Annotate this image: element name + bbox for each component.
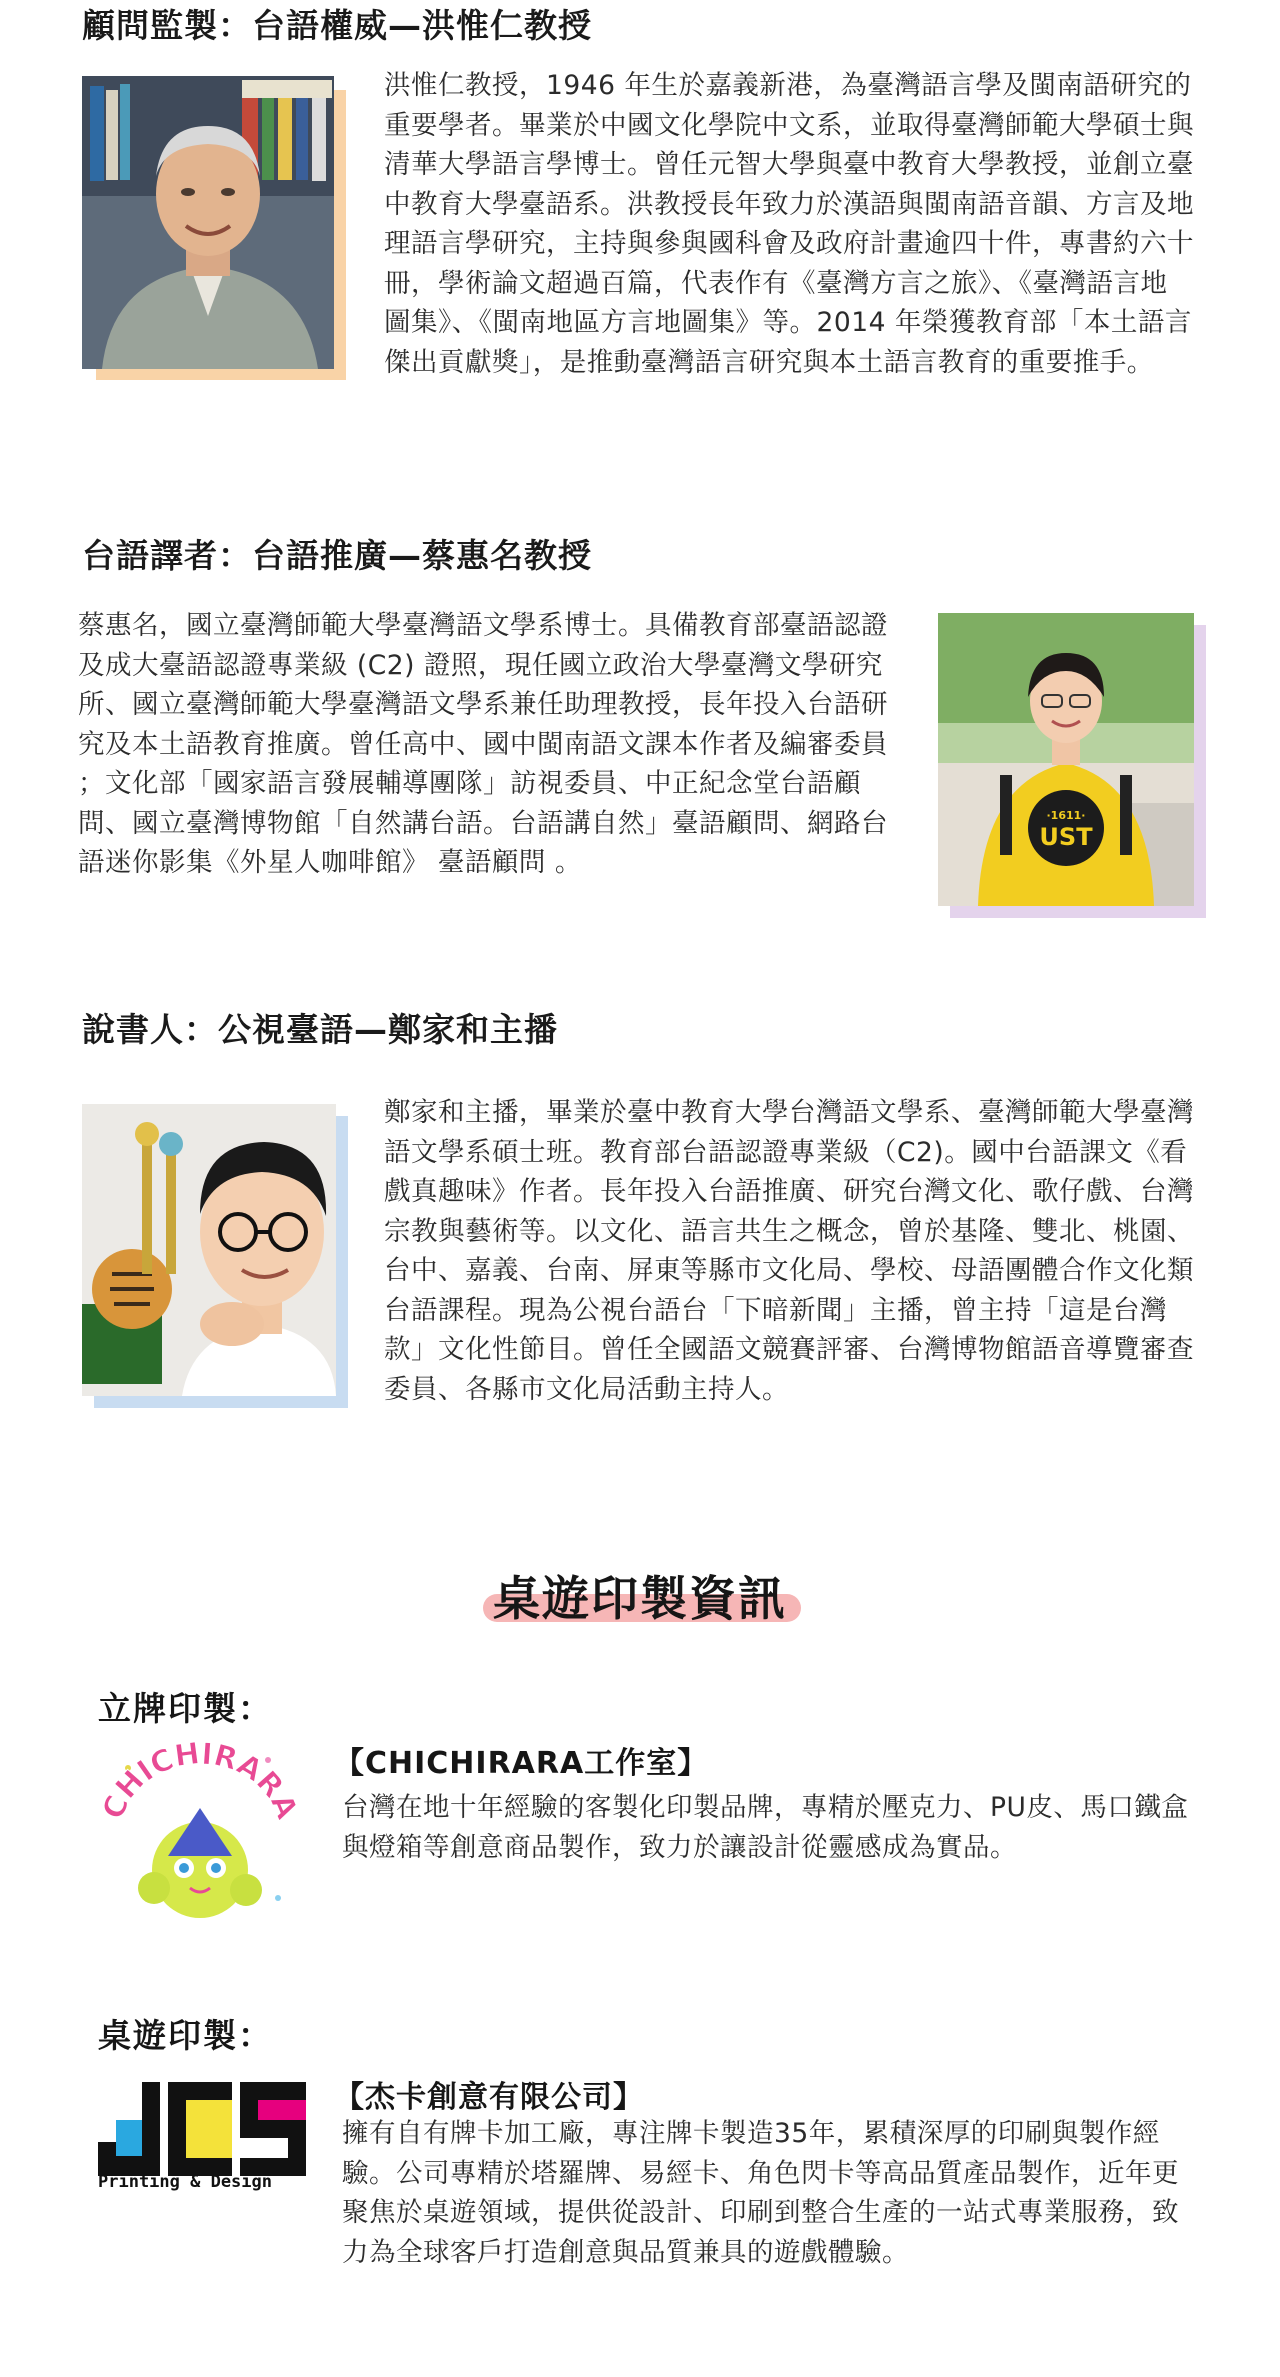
shirt-text-main: UST: [1039, 823, 1093, 851]
boardgame-desc: 擁有自有牌卡加工廠，專注牌卡製造35年，累積深厚的印刷與製作經驗。公司專精於塔羅牌、易經卡、角色閃卡等高品質產品製作，近年更聚焦於桌遊領域，提供從設計、印刷到整合生產的一站式專業服務，致力為全球客戶打造創意與品質兼具的遊戲體驗。: [342, 2118, 1179, 2268]
shirt-text-top: ·1611·: [1046, 809, 1086, 822]
chichirara-logo: [98, 1738, 298, 1938]
standee-company: 【CHICHIRARA工作室】: [334, 1746, 709, 1781]
translator-heading: 台語譯者：台語推廣—蔡惠名教授: [82, 536, 592, 575]
print-info-title-text: 桌遊印製資訊: [493, 1572, 787, 1627]
advisor-heading: 顧問監製：台語權威—洪惟仁教授: [82, 6, 592, 45]
jcs-logo-sub: Printing & Design: [98, 2172, 272, 2192]
print-info-title: [0, 1562, 1280, 1629]
chichirara-logo-text: CHICHIRAR: [98, 1738, 291, 1825]
jcs-logo: [96, 2080, 308, 2190]
boardgame-company: 【杰卡創意有限公司】: [334, 2080, 644, 2115]
storyteller-heading: 說書人：公視臺語—鄭家和主播: [82, 1010, 558, 1049]
translator-bio: 蔡惠名，國立臺灣師範大學臺灣語文學系博士。具備教育部臺語認證及成大臺語認證專業級 (C2) 證照，現任國立政治大學臺灣文學研究所、國立臺灣師範大學臺灣語文學系兼任助理教授，長年投入台語研究及本土語教育推廣。曾任高中、國中閩南語文課本作者及編審委員 ；文化部「國家語言發展輔導團隊」訪視委員、中正紀念堂台語顧問、國立臺灣博物館「自然講台語。台語講自然」臺語顧問、網路台語迷你影集《外星人咖啡館》 臺語顧問 。: [78, 610, 888, 878]
standee-desc: 台灣在地十年經驗的客製化印製品牌，專精於壓克力、PU皮、馬口鐵盒與燈箱等創意商品製作，致力於讓設計從靈感成為實品。: [342, 1792, 1189, 1863]
standee-label: 立牌印製：: [98, 1689, 273, 1728]
storyteller-bio: 鄭家和主播，畢業於臺中教育大學台灣語文學系、臺灣師範大學臺灣語文學系碩士班。教育部台語認證專業級（C2)。國中台語課文《看戲真趣味》作者。長年投入台語推廣、研究台灣文化、歌仔戲、台灣宗教與藝術等。以文化、語言共生之概念，曾於基隆、雙北、桃園、台中、嘉義、台南、屏東等縣市文化局、學校、母語團體合作文化類台語課程。現為公視台語台「下暗新聞」主播，曾主持「這是台灣款」文化性節目。曾任全國語文競賽評審、台灣博物館語音導覽審查委員、各縣市文化局活動主持人。: [384, 1097, 1194, 1405]
advisor-bio: 洪惟仁教授，1946 年生於嘉義新港，為臺灣語言學及閩南語研究的重要學者。畢業於中國文化學院中文系，並取得臺灣師範大學碩士與清華大學語言學博士。曾任元智大學與臺中教育大學教授，並創立臺中教育大學臺語系。洪教授長年致力於漢語與閩南語音韻、方言及地理語言學研究，主持與參與國科會及政府計畫逾四十件，專書約六十冊，學術論文超過百篇，代表作有《臺灣方言之旅》、《臺灣語言地圖集》、《閩南地區方言地圖集》等。2014 年榮獲教育部「本土語言傑出貢獻獎」，是推動臺灣語言研究與本土語言教育的重要推手。: [384, 70, 1194, 378]
boardgame-label: 桌遊印製：: [98, 2016, 273, 2055]
